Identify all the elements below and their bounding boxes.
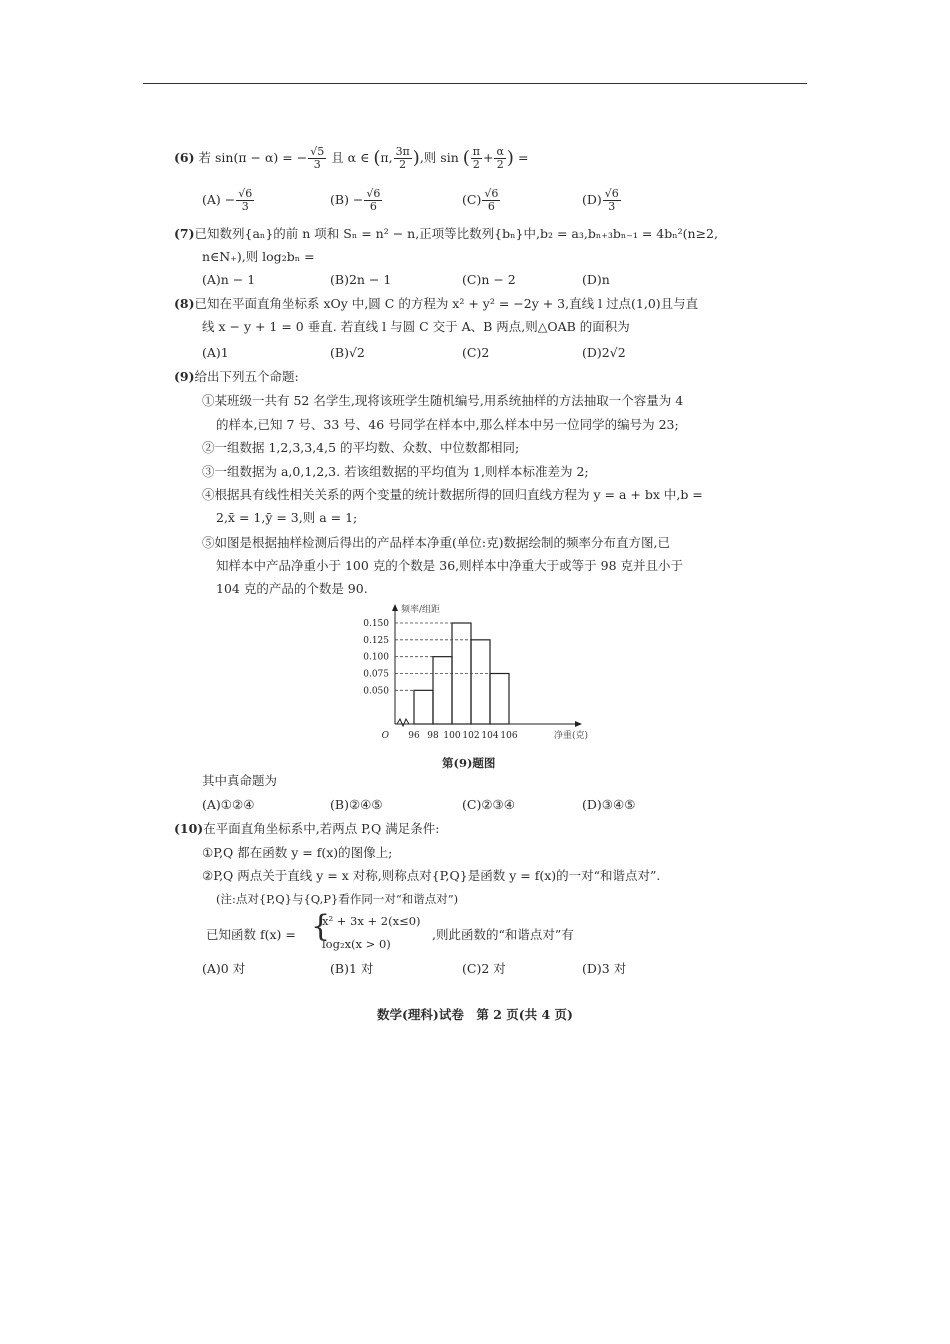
axis-break (397, 719, 409, 726)
note: (注:点对{P,Q}与{Q,P}看作同一对“和谐点对”) (216, 892, 459, 906)
question-7-line2: n∈N₊),则 log₂bₙ = (202, 249, 315, 264)
q10-option-d[interactable]: (D)3 对 (582, 961, 627, 976)
q10-option-b[interactable]: (B)1 对 (330, 961, 374, 976)
page-footer: 数学(理科)试卷 第 2 页(共 4 页) (377, 1007, 573, 1022)
histogram-bar (471, 640, 490, 724)
piecewise-case-1: x² + 3x + 2(x≤0) (322, 914, 421, 928)
condition-2: ②P,Q 两点关于直线 y = x 对称,则称点对{P,Q}是函数 y = f(x)的一对“和谐点对”. (202, 868, 661, 883)
histogram-bar (490, 674, 509, 725)
q8-option-d[interactable]: (D)2√2 (582, 345, 626, 360)
y-tick-label: 0.075 (363, 669, 389, 680)
x-tick-label: 104 (481, 731, 499, 741)
x-axis-label: 净重(克) (553, 731, 588, 741)
function-def-label: 已知函数 f(x) = (206, 927, 296, 942)
histogram-bar (414, 690, 433, 724)
statement-4: ④根据具有线性相关关系的两个变量的统计数据所得的回归直线方程为 y = a + bx 中,b = (202, 487, 703, 502)
histogram-bar (433, 657, 452, 724)
q9-option-a[interactable]: (A)①②④ (202, 797, 255, 812)
q6-option-c[interactable]: (C) $\frac{√6}{6}$ (462, 187, 499, 213)
q8-option-b[interactable]: (B)√2 (330, 345, 365, 360)
x-tick-label: 98 (427, 731, 439, 741)
q8-option-a[interactable]: (A)1 (202, 345, 229, 360)
x-tick-label: 106 (500, 731, 518, 741)
frequency-histogram (350, 602, 590, 742)
q9-option-d[interactable]: (D)③④⑤ (582, 797, 636, 812)
y-tick-label: 0.100 (363, 652, 389, 663)
question-9: (9)给出下列五个命题: (174, 369, 299, 384)
statement-5-cont: 知样本中产品净重小于 100 克的个数是 36,则样本中净重大于或等于 98 克并且小于 (216, 558, 684, 573)
y-tick-label: 0.050 (363, 686, 389, 697)
q7-option-b[interactable]: (B)2n − 1 (330, 272, 392, 287)
statement-2: ②一组数据 1,2,3,3,4,5 的平均数、众数、中位数都相同; (202, 440, 520, 455)
y-tick-label: 0.125 (363, 635, 389, 646)
q6-option-a[interactable]: (A) − $\frac{√6}{3}$ (202, 187, 253, 213)
statement-5: ⑤如图是根据抽样检测后得出的产品样本净重(单位:克)数据绘制的频率分布直方图,已 (202, 535, 670, 550)
fraction: $\frac{√5}{3}$ (310, 145, 325, 171)
question-9-tail: 其中真命题为 (202, 773, 278, 788)
q7-option-d[interactable]: (D)n (582, 272, 610, 287)
header-rule (143, 83, 807, 84)
q8-option-c[interactable]: (C)2 (462, 345, 490, 360)
piecewise-case-2: log₂x(x > 0) (322, 937, 391, 951)
statement-5-cont2: 104 克的产品的个数是 90. (216, 581, 368, 596)
q6-option-d[interactable]: (D) $\frac{√6}{3}$ (582, 187, 619, 213)
question-8-line2: 线 x − y + 1 = 0 垂直. 若直线 l 与圆 C 交于 A、B 两点,则△OAB 的面积为 (202, 319, 630, 334)
q9-option-c[interactable]: (C)②③④ (462, 797, 515, 812)
x-axis-arrow (575, 721, 582, 727)
x-tick-label: 100 (443, 731, 461, 741)
piecewise-brace: { (311, 909, 331, 944)
q10-option-a[interactable]: (A)0 对 (202, 961, 246, 976)
question-6: (6) 若 sin(π − α) = − $\frac{√5}{3}$ 且 α ∈ (π, $\frac{3\pi}{2}$ ),则 sin ( $\frac{\pi}{2}$ + $\frac{\alpha}{2}$ ) = (174, 145, 529, 171)
statement-1-cont: 的样本,已知 7 号、33 号、46 号同学在样本中,那么样本中另一位同学的编号为 23; (216, 417, 679, 432)
y-tick-label: 0.150 (363, 619, 389, 629)
q9-option-b[interactable]: (B)②④⑤ (330, 797, 383, 812)
question-10: (10)在平面直角坐标系中,若两点 P,Q 满足条件: (174, 821, 440, 836)
figure-caption: 第(9)题图 (442, 756, 496, 770)
q7-option-a[interactable]: (A)n − 1 (202, 272, 256, 287)
q7-option-c[interactable]: (C)n − 2 (462, 272, 516, 287)
question-7: (7)已知数列{aₙ}的前 n 项和 Sₙ = n² − n,正项等比数列{bₙ}中,b₂ = a₃,bₙ₊₃bₙ₋₁ = 4bₙ²(n≥2, (174, 226, 718, 241)
q6-option-b[interactable]: (B) − $\frac{√6}{6}$ (330, 187, 381, 213)
q10-option-c[interactable]: (C)2 对 (462, 961, 506, 976)
statement-3: ③一组数据为 a,0,1,2,3. 若该组数据的平均值为 1,则样本标准差为 2; (202, 464, 589, 479)
function-def-tail: ,则此函数的“和谐点对”有 (432, 927, 574, 942)
statement-1: ①某班级一共有 52 名学生,现将该班学生随机编号,用系统抽样的方法抽取一个容量为 4 (202, 393, 684, 408)
statement-4-cont: 2,x̄ = 1,ȳ = 3,则 a = 1; (216, 510, 358, 525)
x-tick-label: 102 (462, 731, 480, 741)
origin-label: O (381, 731, 389, 741)
x-tick-label: 96 (408, 731, 420, 741)
question-8: (8)已知在平面直角坐标系 xOy 中,圆 C 的方程为 x² + y² = −2y + 3,直线 l 过点(1,0)且与直 (174, 296, 699, 311)
condition-1: ①P,Q 都在函数 y = f(x)的图像上; (202, 845, 393, 860)
y-axis-arrow (392, 604, 398, 611)
y-axis-label: 频率/组距 (401, 605, 441, 615)
